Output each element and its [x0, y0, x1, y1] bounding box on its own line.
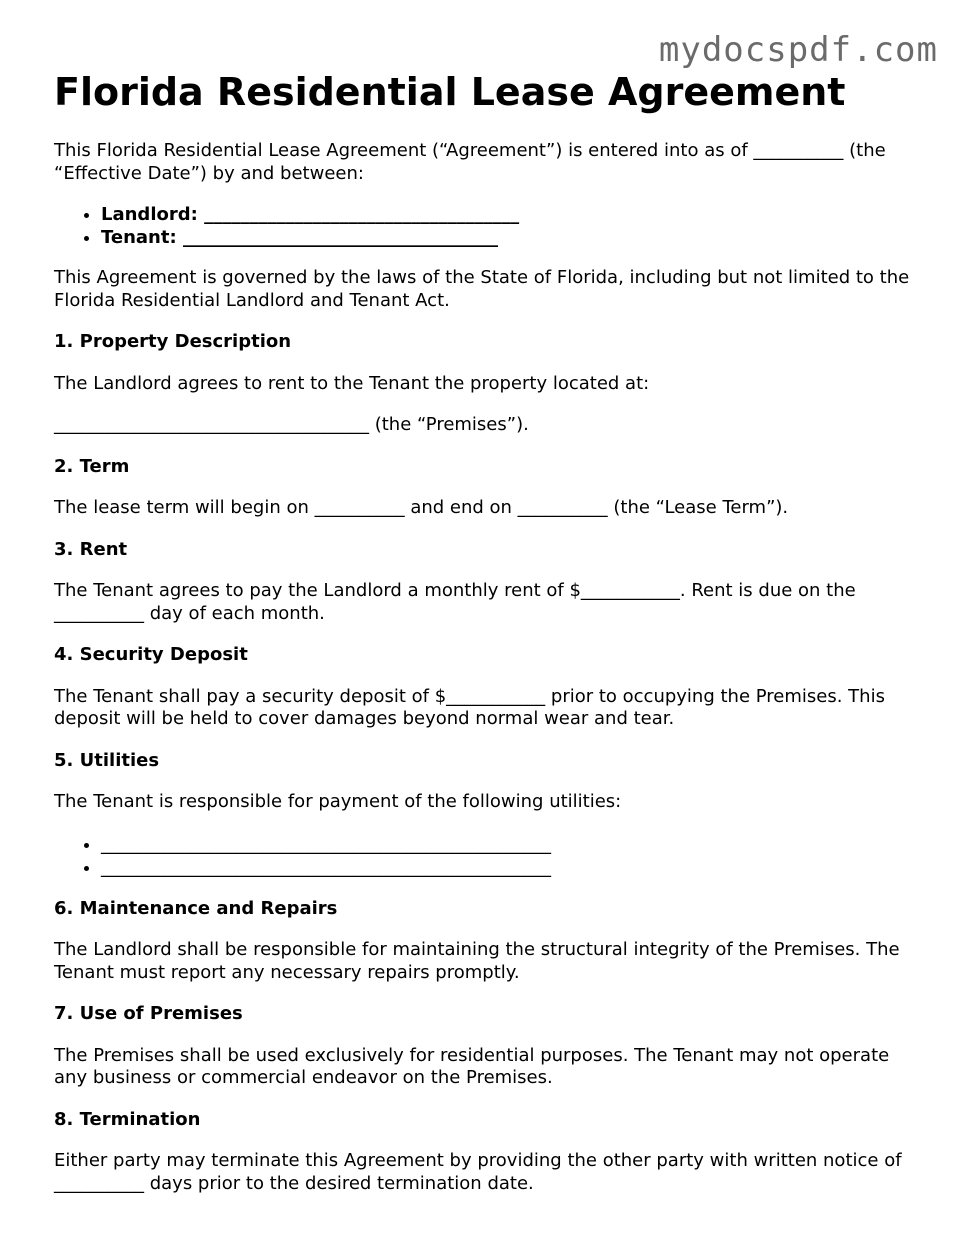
utility-item: • __________________________________________________ — [101, 833, 924, 856]
utility-item: • __________________________________________________ — [101, 856, 924, 879]
utilities-list — [54, 833, 924, 879]
tenant-label: Tenant: — [101, 227, 177, 248]
section-maintenance-body: The Landlord shall be responsible for maintaining the structural integrity of the Premises. The Tenant must report any necessary repairs promptly. — [54, 939, 900, 983]
landlord-label: Landlord: — [101, 204, 198, 225]
premises-address-line: ___________________________________ (the “Premises”). — [54, 414, 529, 435]
intro-paragraph: This Florida Residential Lease Agreement (“Agreement”) is entered into as of __________ (the “Effective Date”) by and between: — [54, 140, 886, 184]
document-title: Florida Residential Lease Agreement — [54, 70, 846, 114]
section-property-title: 1. Property Description — [54, 331, 292, 352]
section-termination-title: 8. Termination — [54, 1108, 201, 1130]
section-property-body: The Landlord agrees to rent to the Tenant the property located at: — [54, 372, 650, 394]
landlord-item — [101, 203, 924, 226]
parties-list — [54, 203, 924, 249]
landlord-blank: ___________________________________ — [204, 204, 520, 225]
section-rent-title: 3. Rent — [54, 538, 128, 560]
watermark: mydocspdf.com — [658, 30, 938, 70]
section-deposit-title: 4. Security Deposit — [54, 644, 248, 665]
section-utilities-body: The Tenant is responsible for payment of the following utilities: — [54, 791, 622, 812]
section-use-body: The Premises shall be used exclusively for residential purposes. The Tenant may not operate any business or commercial endeavor on the Premises. — [54, 1044, 890, 1088]
section-term-body: The lease term will begin on __________ and end on __________ (the “Lease Term”). — [54, 497, 789, 518]
section-utilities-title: 5. Utilities — [54, 749, 160, 771]
section-use-title: 7. Use of Premises — [54, 1003, 243, 1024]
section-termination-body: Either party may terminate this Agreement by providing the other party with written notice of __________ days prior to the desired termination date. — [54, 1150, 902, 1194]
section-deposit-body: The Tenant shall pay a security deposit of $___________ prior to occupying the Premises. This deposit will be held to cover damages beyond normal wear and tear. — [54, 685, 885, 729]
tenant-item — [101, 226, 924, 249]
section-rent-body: The Tenant agrees to pay the Landlord a monthly rent of $___________. Rent is due on the __________ day of each month. — [54, 580, 856, 624]
section-maintenance-title: 6. Maintenance and Repairs — [54, 897, 338, 919]
tenant-blank: ___________________________________ — [182, 227, 498, 248]
governing-law-paragraph: This Agreement is governed by the laws of the State of Florida, including but not limited to the Florida Residential Landlord and Tenant Act. — [54, 267, 910, 311]
section-term-title: 2. Term — [54, 455, 130, 477]
document-body — [54, 68, 924, 1195]
